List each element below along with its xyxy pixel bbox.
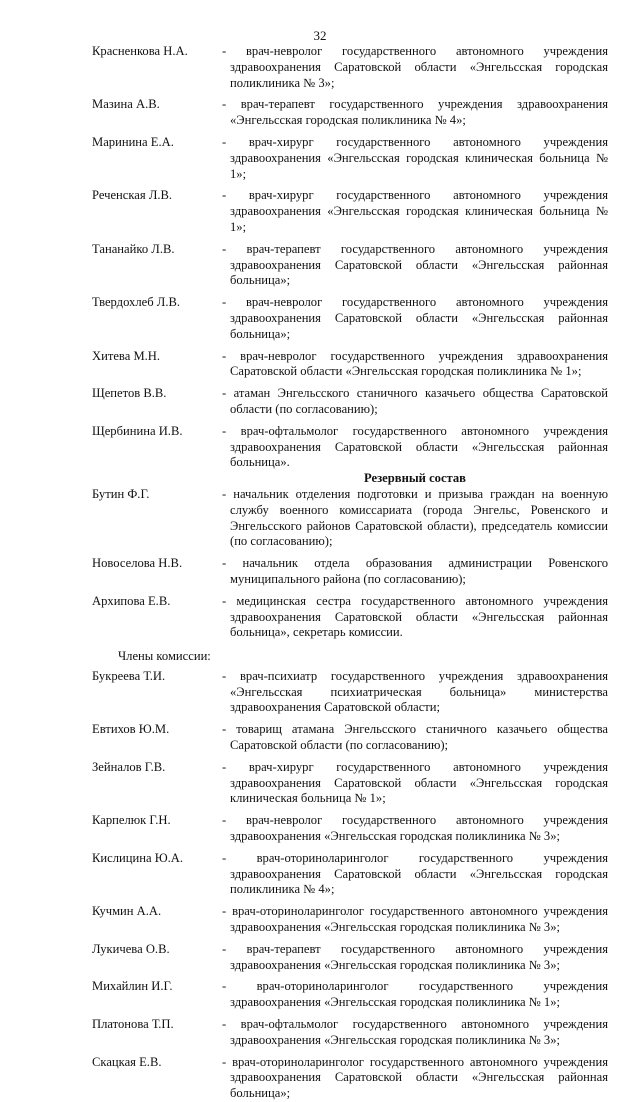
member-role: - врач-хирург государственного автономного учреждения здравоохранения «Энгельсская городская клиническая больница № 1»; [222,188,608,235]
members-label: Члены комиссии: [118,649,211,664]
member-role: - врач-хирург государственного автономного учреждения здравоохранения «Энгельсская городская клиническая больница № 1»; [222,135,608,182]
member-name: Твердохлеб Л.В. [92,295,181,310]
list-item [92,813,608,845]
page-number: 32 [313,28,327,43]
member-role: - врач-невролог государственного автономного учреждения здравоохранения Саратовской области «Энгельсская городская поликлиника № 3»; [222,44,608,91]
commission-list-main [92,44,608,471]
member-name: Лукичева О.В. [92,941,170,956]
commission-list-reserve [92,487,608,641]
list-item [92,669,608,716]
member-name: Щепетов В.В. [92,386,167,401]
member-name: Карпелюк Г.Н. [92,813,171,828]
member-role: - врач-оториноларинголог государственного автономного учреждения здравоохранения «Энгельсская городская поликлиника № 3»; [222,904,608,936]
list-item [92,386,608,418]
member-name: Маринина Е.А. [92,134,174,149]
list-item [92,97,608,129]
member-role: - товарищ атамана Энгельсского станичного казачьего общества Саратовской области (по согласованию); [222,722,608,754]
list-item [92,44,608,91]
list-item [92,594,608,641]
member-name: Евтихов Ю.М. [92,722,170,737]
member-role: - врач-офтальмолог государственного автономного учреждения здравоохранения Саратовской области «Энгельсская районная больница». [222,424,608,471]
member-name: Щербинина И.В. [92,423,183,438]
member-role: - врач-терапевт государственного автономного учреждения здравоохранения «Энгельсская городская поликлиника № 3»; [222,942,608,974]
member-name: Реченская Л.В. [92,188,173,203]
list-item [92,1055,608,1102]
member-role: - врач-оториноларинголог государственного учреждения здравоохранения Саратовской области «Энгельсская городская поликлиника № 4»; [222,851,608,898]
list-item [92,760,608,807]
member-role: - врач-невролог государственного автономного учреждения здравоохранения «Энгельсская городская поликлиника № 3»; [222,813,608,845]
member-role: - атаман Энгельсского станичного казачьего общества Саратовской области (по согласованию); [222,386,608,418]
member-name: Букреева Т.И. [92,668,166,683]
document-body [92,44,608,1102]
list-item [92,487,608,550]
member-role: - врач-офтальмолог государственного автономного учреждения здравоохранения «Энгельсская городская поликлиника № 3»; [222,1017,608,1049]
member-role: - врач-невролог государственного учреждения здравоохранения Саратовской области «Энгельсская городская поликлиника № 1»; [222,349,608,381]
list-item [92,556,608,588]
list-item [92,904,608,936]
member-name: Бутин Ф.Г. [92,486,150,501]
member-role: - врач-оториноларинголог государственного автономного учреждения здравоохранения Саратовской области «Энгельсская районная больница»; [222,1055,608,1102]
list-item [92,349,608,381]
member-name: Красненкова Н.А. [92,44,188,58]
list-item [92,979,608,1011]
member-role: - врач-психиатр государственного учреждения здравоохранения «Энгельсская психиатрическая больница» министерства здравоохранения Саратовской области; [222,669,608,716]
list-item [92,851,608,898]
member-name: Михайлин И.Г. [92,979,173,994]
member-role: - врач-оториноларинголог государственного учреждения здравоохранения «Энгельсская городская поликлиника № 1»; [222,979,608,1011]
member-role: - врач-терапевт государственного учреждения здравоохранения «Энгельсская городская поликлиника № 4»; [222,97,608,129]
member-role: - врач-терапевт государственного автономного учреждения здравоохранения Саратовской области «Энгельсская районная больница»; [222,242,608,289]
member-name: Архипова Е.В. [92,593,171,608]
list-item [92,1017,608,1049]
member-name: Хитева М.Н. [92,348,161,363]
commission-list-members [92,669,608,1102]
member-name: Кислицина Ю.А. [92,850,184,865]
list-item [92,942,608,974]
member-name: Платонова Т.П. [92,1017,174,1032]
member-name: Тананайко Л.В. [92,241,175,256]
member-role: - начальник отделения подготовки и призыва граждан на военную службу военного комиссариата (города Энгельс, Ровенского и Энгельсского районов Саратовской области), председатель комиссии (по согласованию); [222,487,608,550]
member-role: - врач-невролог государственного автономного учреждения здравоохранения Саратовской области «Энгельсская районная больница»; [222,295,608,342]
member-role: - медицинская сестра государственного автономного учреждения здравоохранения Саратовской области «Энгельсская районная больница», секретарь комиссии. [222,594,608,641]
member-name: Скацкая Е.В. [92,1054,162,1069]
list-item [92,424,608,471]
member-role: - врач-хирург государственного автономного учреждения здравоохранения Саратовской области «Энгельсская городская клиническая больница № 1»; [222,760,608,807]
member-role: - начальник отдела образования администрации Ровенского муниципального района (по согласованию); [222,556,608,588]
list-item [92,295,608,342]
list-item [92,188,608,235]
member-name: Зейналов Г.В. [92,759,166,774]
list-item [92,135,608,182]
list-item [92,722,608,754]
member-name: Мазина А.В. [92,97,160,112]
member-name: Кучмин А.А. [92,904,162,919]
reserve-heading: Резервный состав [364,471,466,486]
list-item [92,242,608,289]
member-name: Новоселова Н.В. [92,556,183,571]
